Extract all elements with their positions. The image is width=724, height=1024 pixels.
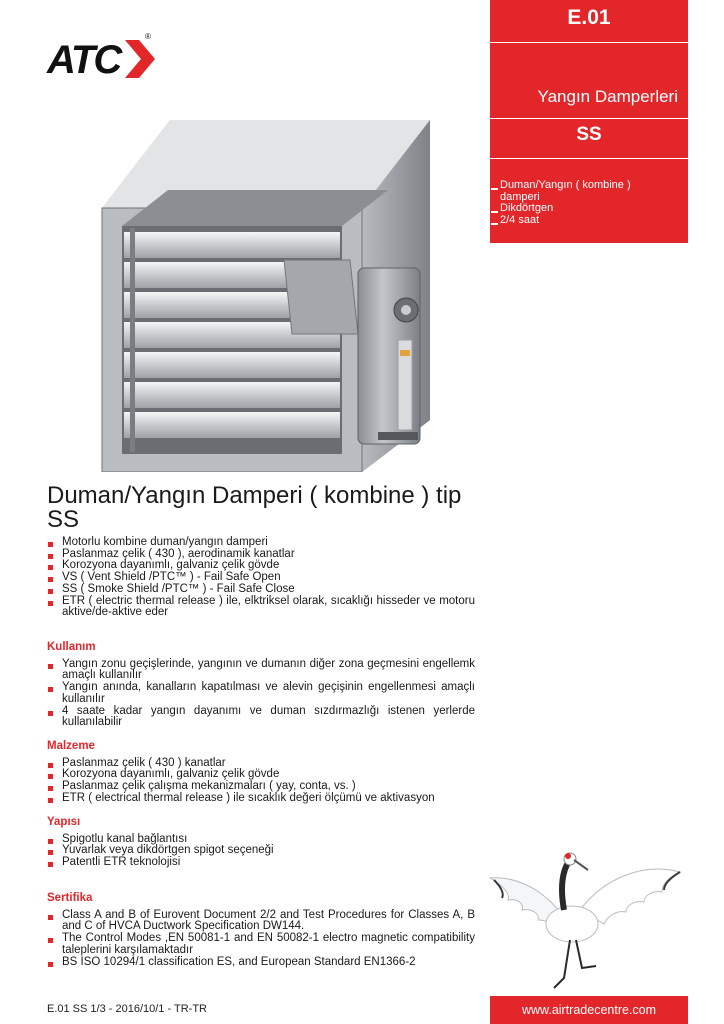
logo-chevron-icon <box>125 40 155 78</box>
fire-damper-photo <box>88 120 438 472</box>
section-heading: Kullanım <box>47 641 96 653</box>
list-item: Paslanmaz çelik ( 430 ), aerodinamik kanatlar <box>47 549 475 561</box>
crane-bird-illustration <box>484 848 684 996</box>
tag-item: 2/4 saat <box>500 215 631 227</box>
list-item: ETR ( electrical thermal release ) ile sıcaklık değeri ölçümü ve aktivasyon <box>47 793 475 805</box>
features-list <box>47 537 475 619</box>
document-reference: E.01 SS 1/3 - 2016/10/1 - TR-TR <box>47 1003 207 1015</box>
divider <box>490 118 688 119</box>
list-item: Paslanmaz çelik çalışma mekanizmaları ( yay, conta, vs. ) <box>47 781 475 793</box>
material-section <box>47 741 475 805</box>
list-item: Korozyona dayanımlı, galvaniz çelik gövde <box>47 560 475 572</box>
certificate-section <box>47 893 475 968</box>
list-item: Motorlu kombine duman/yangın damperi <box>47 537 475 549</box>
list-item: Yuvarlak veya dikdörtgen spigot seçeneği <box>47 845 475 857</box>
list-item: Patentli ETR teknolojisi <box>47 857 475 869</box>
product-tags <box>500 180 631 226</box>
list-item: Class A and B of Eurovent Document 2/2 and Test Procedures for Classes A, B and C of HVCA Ductwork Specification DW144. <box>47 910 475 933</box>
tag-item: damperi <box>500 190 540 203</box>
title-line: SS <box>47 506 80 533</box>
tag-item: Dikdörtgen <box>500 203 631 215</box>
website-link[interactable]: www.airtradecentre.com <box>490 996 688 1024</box>
list-item: Yangın zonu geçişlerinde, yangının ve dumanın diğer zona geçmesini engellemk amaçlı kullanılır <box>47 659 475 682</box>
logo-text: ATC <box>47 38 121 82</box>
tag-item: Duman/Yangın ( kombine ) <box>500 179 631 191</box>
list-item: Paslanmaz çelik ( 430 ) kanatlar <box>47 758 475 770</box>
list-item: ETR ( electric thermal release ) ile, elktriksel olarak, sıcaklığı hisseder ve motoru aktive/de-aktive eder <box>47 596 475 619</box>
section-code: E.01 <box>567 6 611 29</box>
structure-section <box>47 817 475 869</box>
divider <box>490 42 688 43</box>
list-item: 4 saate kadar yangın dayanımı ve duman sızdırmazlığı istenen yerlerde kullanılabilir <box>47 706 475 729</box>
list-item: Spigotlu kanal bağlantısı <box>47 834 475 846</box>
list-item: The Control Modes ,EN 50081-1 and EN 50082-1 electro magnetic compatibility taleplerini karşılamaktadır <box>47 933 475 956</box>
section-heading: Sertifika <box>47 892 93 904</box>
usage-section <box>47 642 475 729</box>
model-code: SS <box>576 124 602 145</box>
list-item: SS ( Smoke Shield /PTC™ ) - Fail Safe Close <box>47 584 475 596</box>
divider <box>490 158 688 159</box>
list-item: VS ( Vent Shield /PTC™ ) - Fail Safe Open <box>47 572 475 584</box>
page-title <box>47 484 487 532</box>
product-family: Yangın Damperleri <box>537 87 678 106</box>
list-item: BS ISO 10294/1 classification ES, and European Standard EN1366-2 <box>47 957 475 969</box>
registered-mark: ® <box>145 32 151 41</box>
category-panel <box>490 0 688 243</box>
list-item: Korozyona dayanımlı, galvaniz çelik gövde <box>47 769 475 781</box>
section-heading: Yapısı <box>47 816 81 828</box>
section-heading: Malzeme <box>47 740 95 752</box>
atc-logo <box>47 32 157 82</box>
title-line: Duman/Yangın Damperi ( kombine ) tip <box>47 482 462 509</box>
list-item: Yangın anında, kanalların kapatılması ve alevin geçişinin engellenmesi amaçlı kullanılır <box>47 682 475 705</box>
